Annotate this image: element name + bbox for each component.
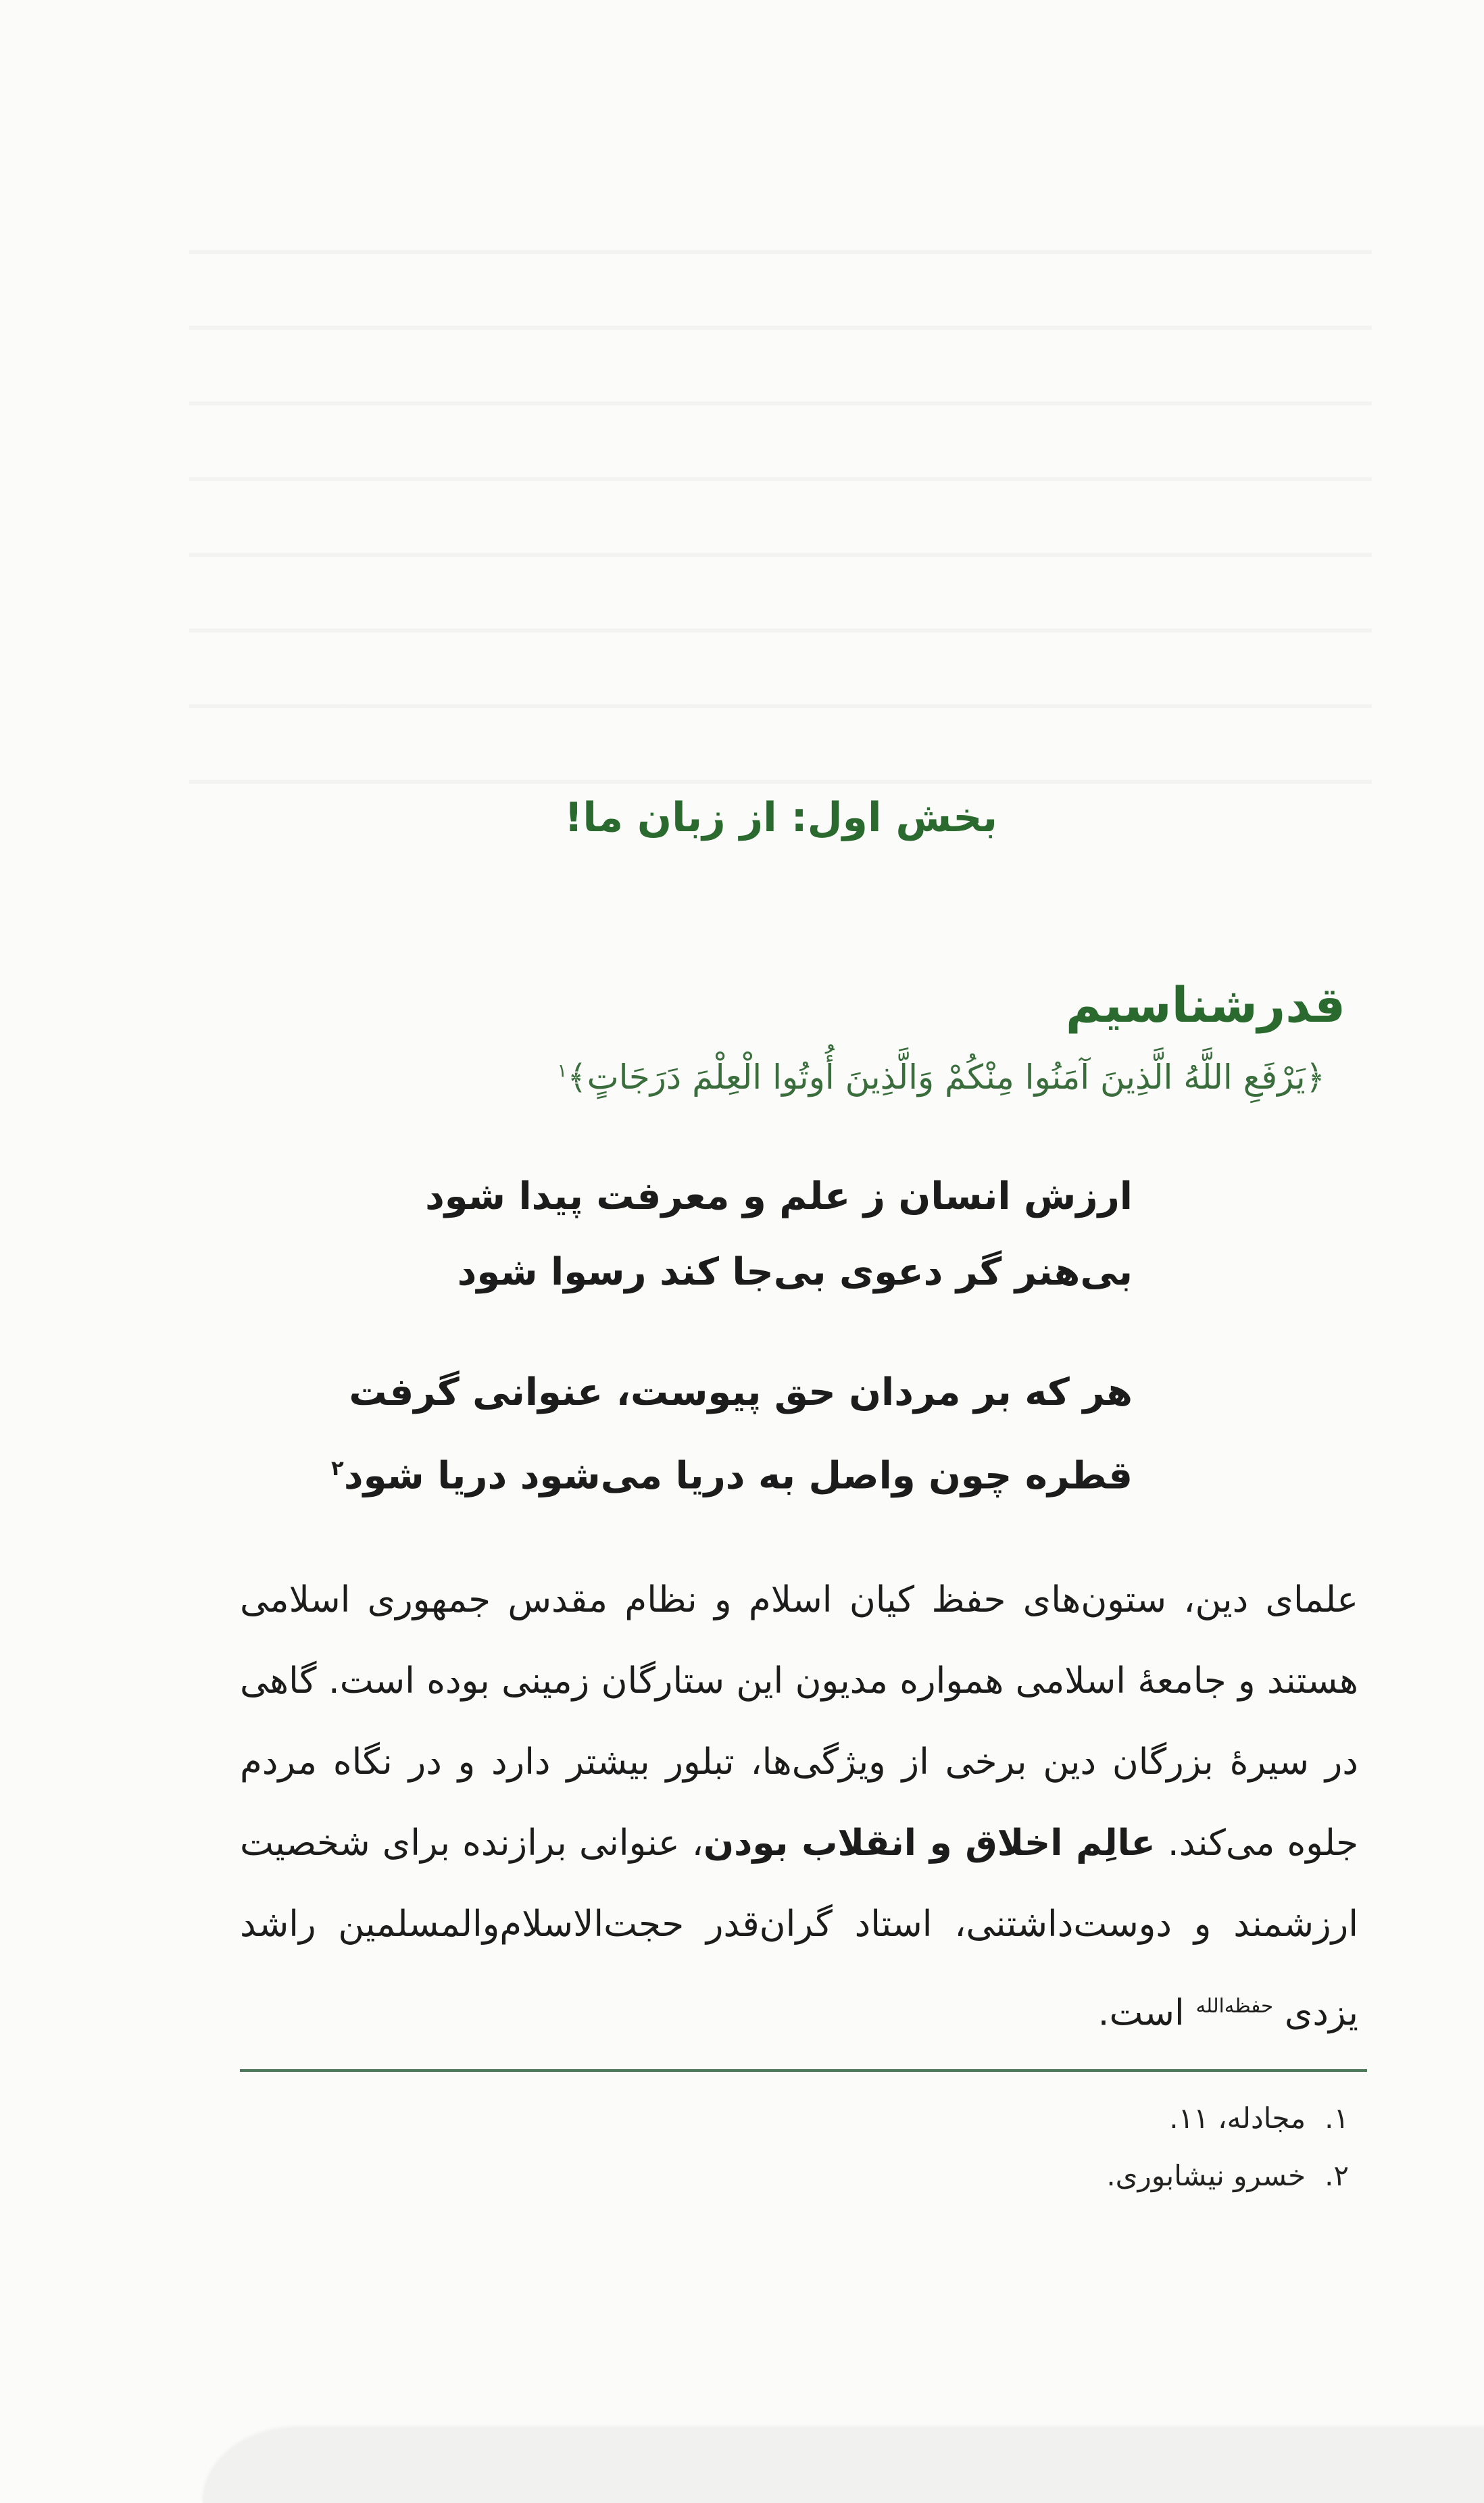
body-bold-phrase: عالِم اخلاق و انقلاب بودن [703, 1823, 1156, 1864]
body-text-part-2: ، عنوانی برازنده برای شخصیت ارزشمند و دوست‌داشتنی، استاد گران‌قدر حجت‌الاسلام‌والمسلمین راشد یزدی [240, 1823, 1358, 2034]
poem-line: هر که بر مردان حق پیوست، عنوانی گرفت [349, 1370, 1133, 1414]
footnote-text: خسرو نیشابوری. [1106, 2159, 1306, 2192]
quran-verse-text: ﴿یَرْفَعِ اللَّهُ الَّذِینَ آمَنُوا مِنْکُمْ وَالَّذِینَ أُوتُوا الْعِلْمَ دَرَجَاتٍ﴾ [567, 1058, 1325, 1097]
footnote-number: ۱. [1325, 2102, 1349, 2135]
footnote-2 [1106, 2159, 1349, 2192]
poem-line: بی‌هنر گر دعوی بی‌جا کند رسوا شود [457, 1250, 1133, 1294]
body-text-part-1: علمای دین، ستون‌های حفظ کیان اسلام و نظام مقدس جمهوری اسلامی هستند و جامعهٔ اسلامی همواره مدیون این ستارگان زمینی بوده است. گاهی در سیرهٔ بزرگان دین برخی از ویژگی‌ها، تبلور بیشتر دارد و در نگاه مردم جلوه می‌کند. [240, 1579, 1358, 1864]
section-title: بخش اول: از زبان ما! [564, 794, 997, 841]
footnote-divider [240, 2069, 1367, 2072]
footnote-text: مجادله، ۱۱. [1169, 2102, 1306, 2135]
body-text-part-3: است. [1097, 1992, 1196, 2034]
footnote-ref-2: ۲ [331, 1456, 344, 1481]
show-through-texture [189, 216, 1372, 797]
body-paragraph [240, 1560, 1358, 2054]
footnote-number: ۲. [1325, 2159, 1349, 2192]
page-corner-fold [203, 2429, 1484, 2503]
honorific-mark: حفظه‌الله [1195, 1994, 1274, 2017]
poem-stanza-2 [331, 1355, 1133, 1514]
quran-verse [558, 1058, 1326, 1097]
poem-stanza-1 [425, 1159, 1133, 1310]
poem-line-text: قطره چون واصل به دریا می‌شود دریا شود [343, 1454, 1133, 1498]
poem-line: ارزش انسان ز علم و معرفت پیدا شود [425, 1174, 1133, 1218]
footnote-1 [1169, 2102, 1349, 2135]
footnote-ref-1: ۱ [557, 1060, 568, 1082]
poem-line [331, 1431, 1133, 1514]
chapter-heading: قدرشناسیم [1065, 976, 1345, 1033]
